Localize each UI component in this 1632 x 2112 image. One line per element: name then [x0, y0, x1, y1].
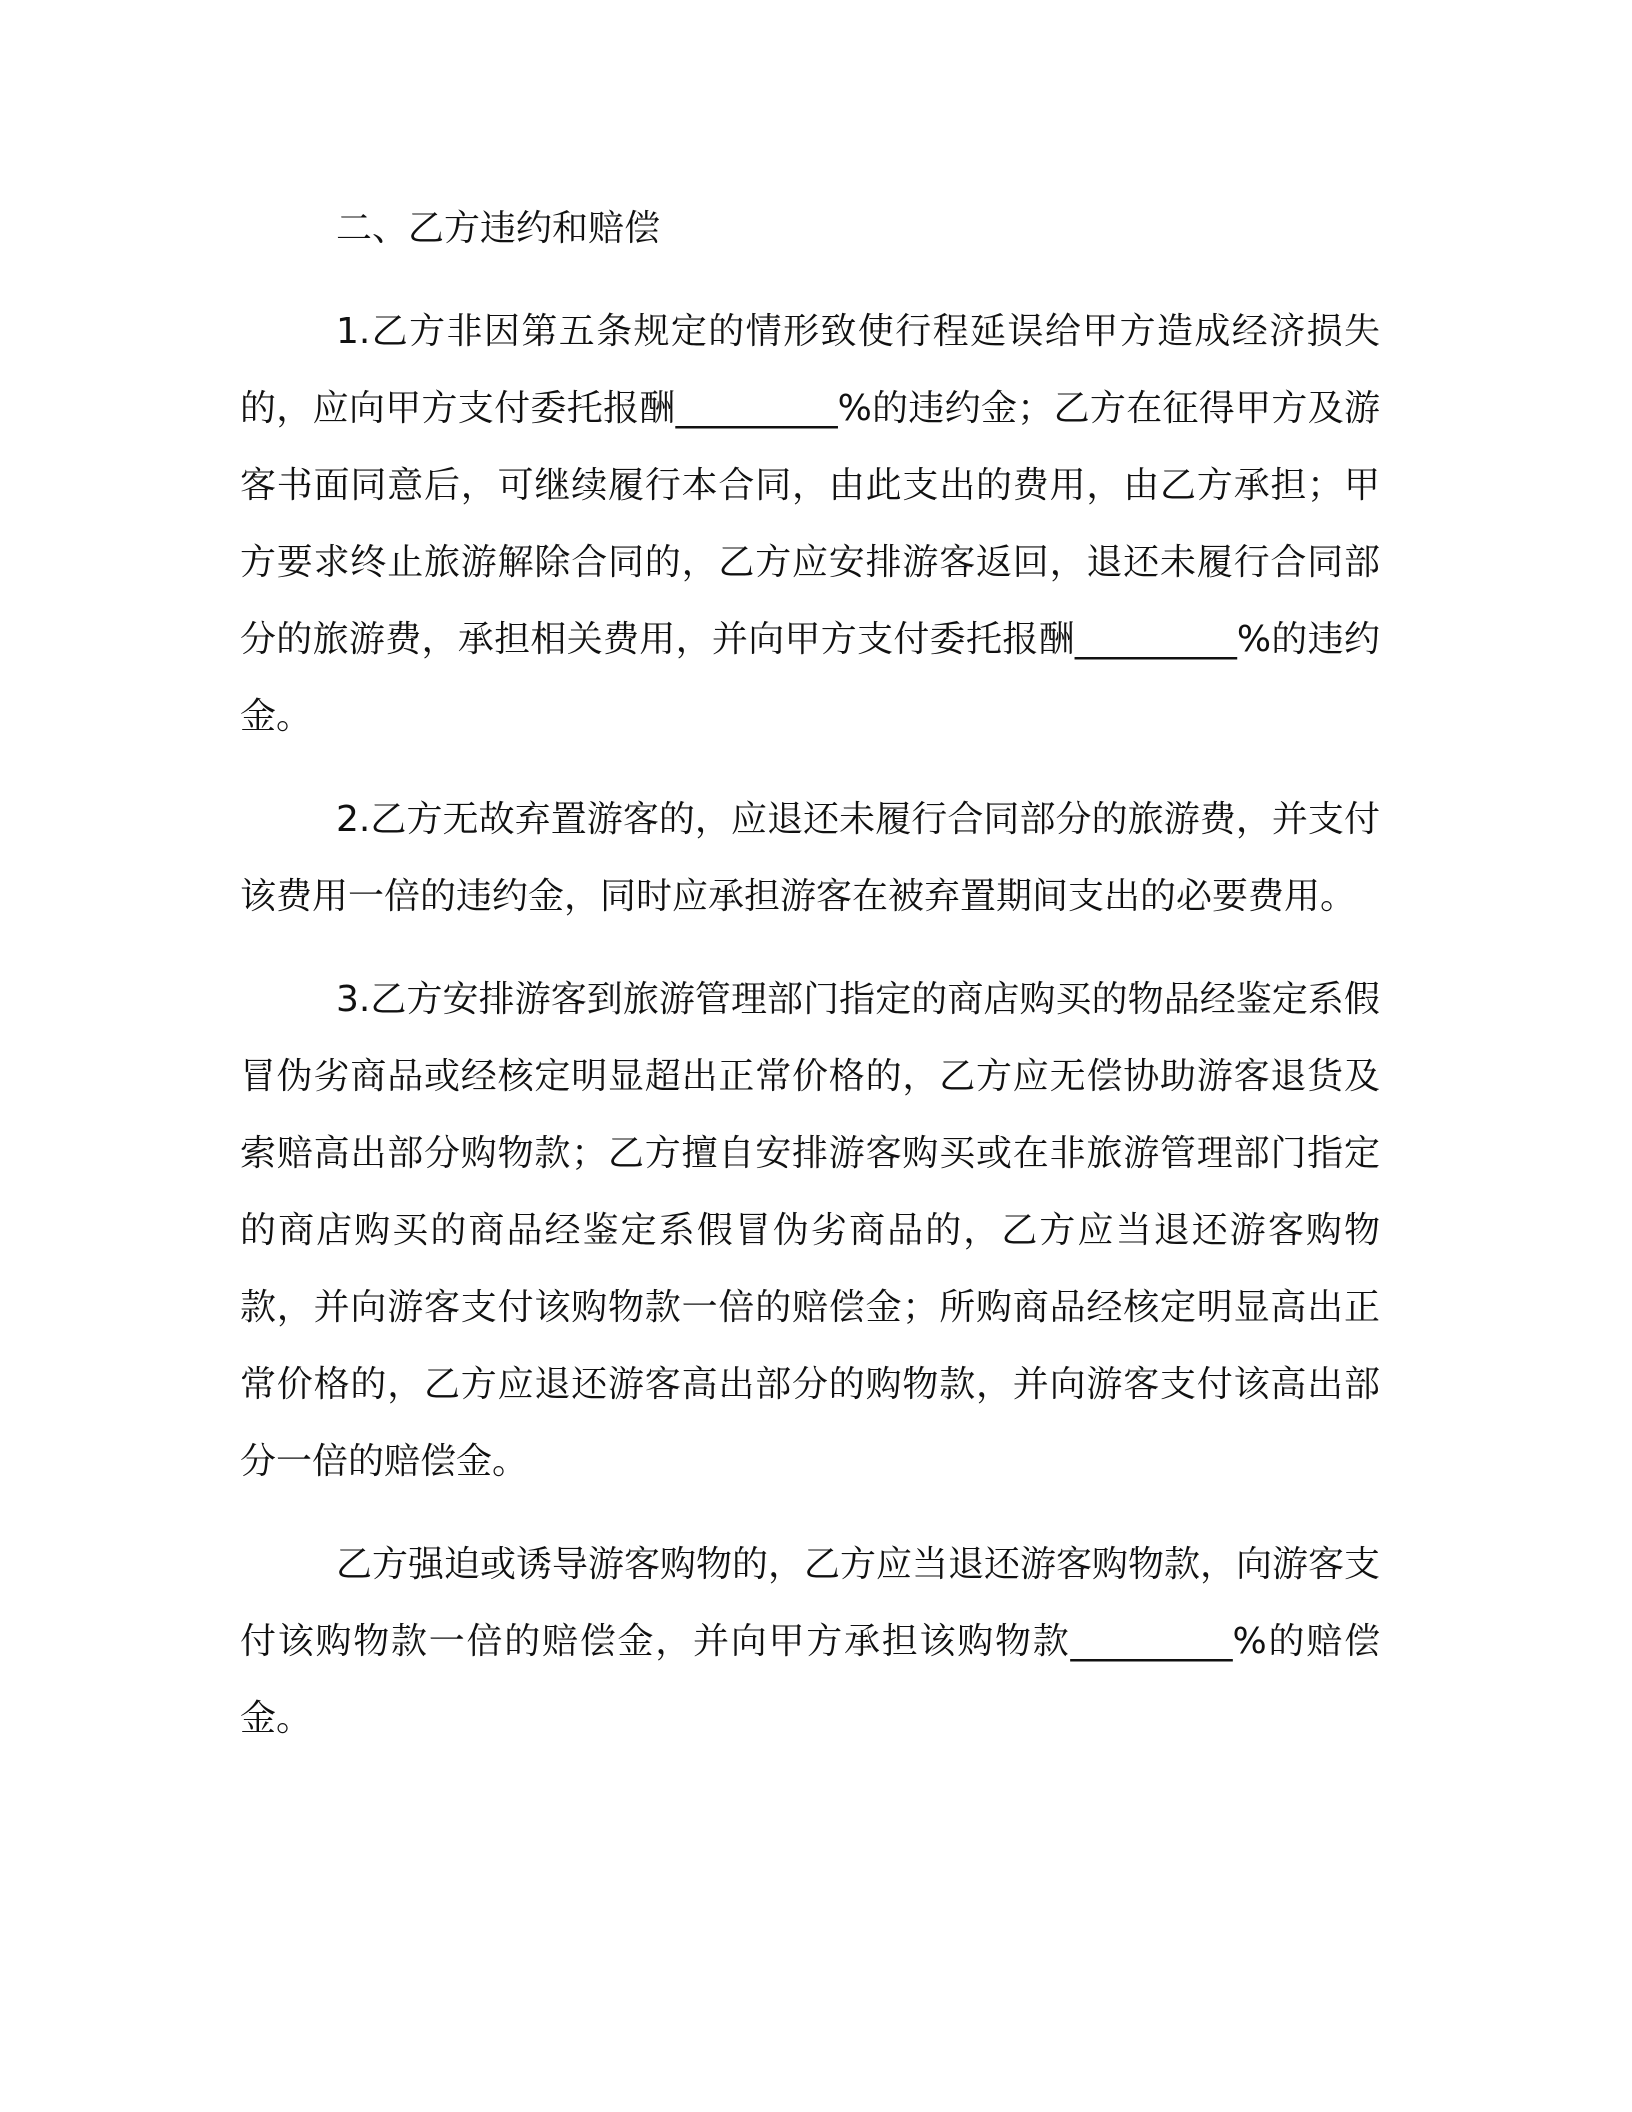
paragraph-2: 2.乙方无故弃置游客的，应退还未履行合同部分的旅游费，并支付该费用一倍的违约金，同时应承担游客在被弃置期间支出的必要费用。 — [240, 799, 1380, 917]
paragraph-3: 3.乙方安排游客到旅游管理部门指定的商店购买的物品经鉴定系假冒伪劣商品或经核定明显超出正常价格的，乙方应无偿协助游客退货及索赔高出部分购物款；乙方擅自安排游客购买或在非旅游管理部门指定的商店购买的商品经鉴定系假冒伪劣商品的，乙方应当退还游客购物款，并向游客支付该购物款一倍的赔偿金；所购商品经核定明显高出正常价格的，乙方应退还游客高出部分的购物款，并向游客支付该高出部分一倍的赔偿金。 — [240, 979, 1380, 1482]
paragraph-4: 乙方强迫或诱导游客购物的，乙方应当退还游客购物款，向游客支付该购物款一倍的赔偿金，并向甲方承担该购物款_________%的赔偿金。 — [240, 1544, 1381, 1739]
document-body — [240, 190, 1380, 1783]
section-heading: 二、乙方违约和赔偿 — [336, 208, 661, 249]
paragraph-1: 1.乙方非因第五条规定的情形致使行程延误给甲方造成经济损失的，应向甲方支付委托报酬_________%的违约金；乙方在征得甲方及游客书面同意后，可继续履行本合同，由此支出的费用，由乙方承担；甲方要求终止旅游解除合同的，乙方应安排游客返回，退还未履行合同部分的旅游费，承担相关费用，并向甲方支付委托报酬_________%的违约金。 — [240, 311, 1380, 737]
